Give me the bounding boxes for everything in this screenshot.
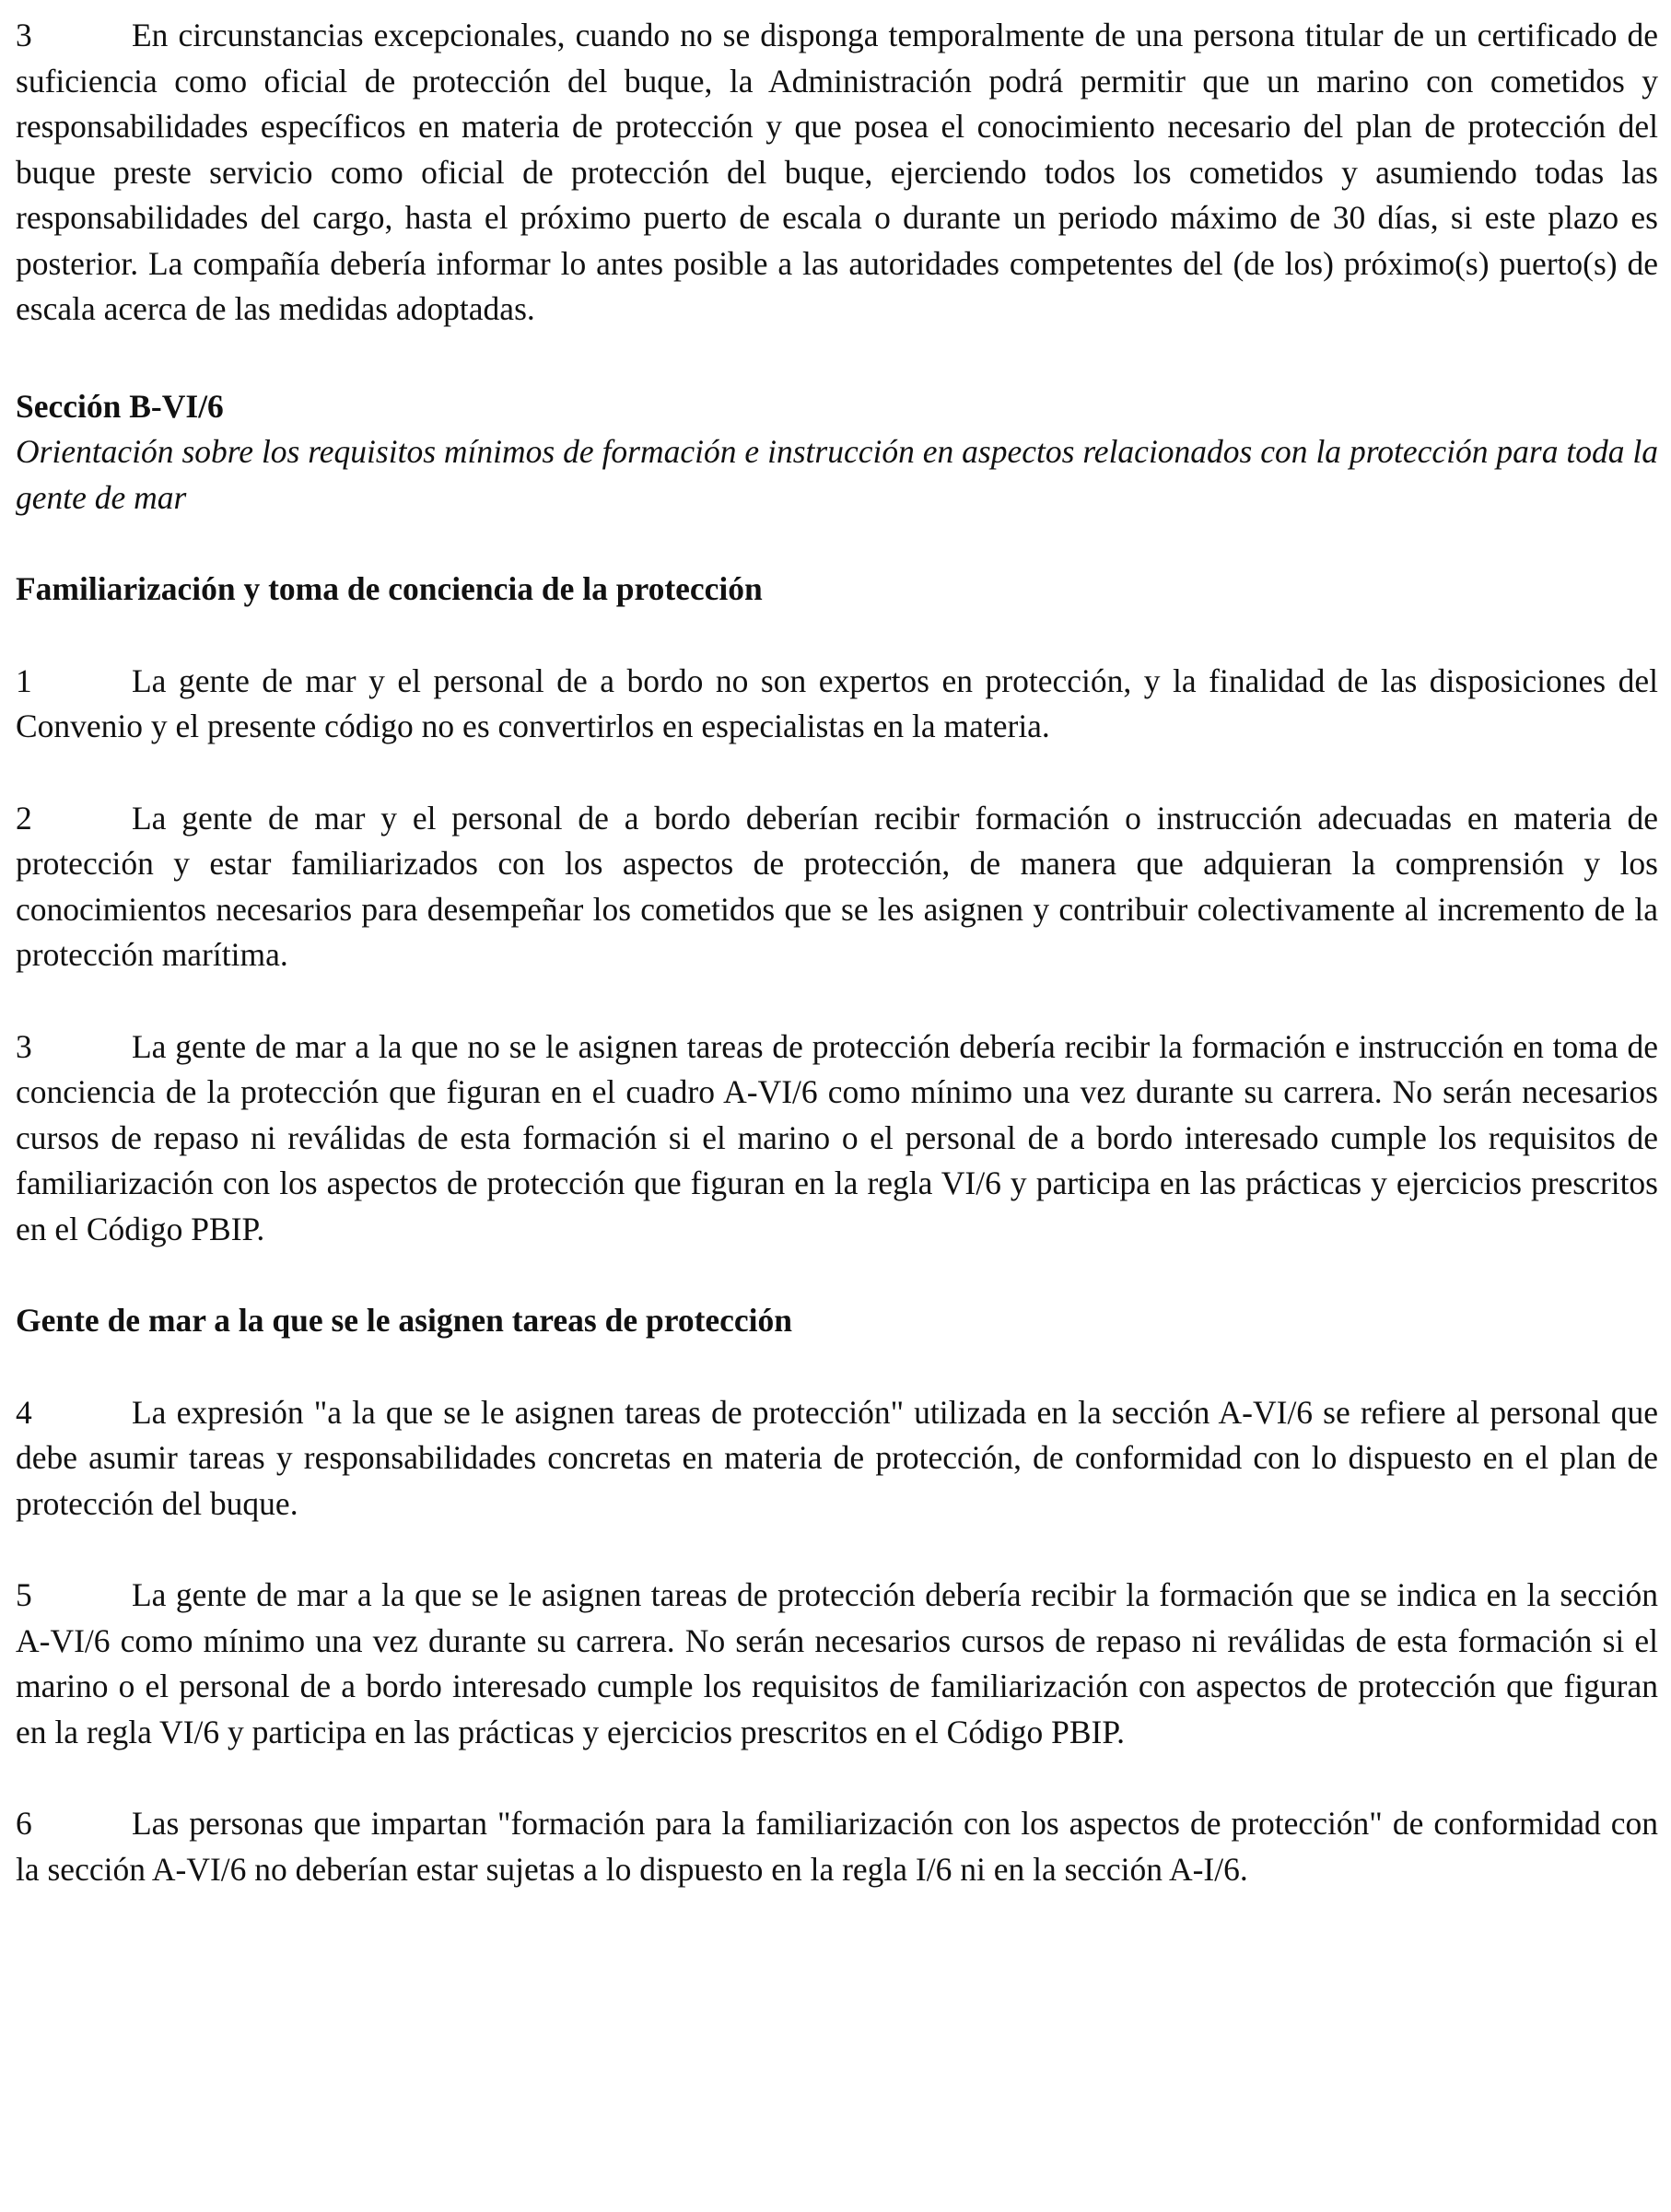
paragraph-text: En circunstancias excepcionales, cuando no se disponga temporalmente de una persona titular de un certificado de suficiencia como oficial de protección del buque, la Administración podrá permitir que un marino con cometidos y responsabilidades específicos en materia de protección y que posea el conocimiento necesario del plan de protección del buque preste servicio como oficial de protección del buque, ejerciendo todos los cometidos y asumiendo todas las responsabilidades del cargo, hasta el próximo puerto de escala o durante un periodo máximo de 30 días, si este plazo es posterior. La compañía debería informar lo antes posible a las autoridades competentes del (de los) próximo(s) puerto(s) de escala acerca de las medidas adoptadas. <box>16 17 1658 327</box>
paragraph-number: 3 <box>16 17 32 53</box>
paragraph-3-intro <box>16 13 1658 333</box>
paragraph-number: 2 <box>16 799 32 837</box>
paragraph-6 <box>16 1801 1658 1892</box>
paragraph-number: 6 <box>16 1805 32 1842</box>
paragraph-2 <box>16 796 1658 978</box>
paragraph-text: La gente de mar y el personal de a bordo no son expertos en protección, y la finalidad de las disposiciones del Convenio y el presente código no es convertirlos en especialistas en la materia. <box>16 661 1658 744</box>
paragraph-text: Las personas que impartan "formación para la familiarización con los aspectos de protección" de conformidad con la sección A-VI/6 no deberían estar sujetas a lo dispuesto en la regla I/6 ni en la sección A-I/6. <box>16 1805 1658 1888</box>
paragraph-text: La expresión "a la que se le asignen tareas de protección" utilizada en la sección A-VI/6 se refiere al personal que debe asumir tareas y responsabilidades concretas en materia de protección, de conformidad con lo dispuesto en el plan de protección del buque. <box>16 1393 1658 1522</box>
paragraph-text: La gente de mar a la que se le asignen tareas de protección debería recibir la formación que se indica en la sección A-VI/6 como mínimo una vez durante su carrera. No serán necesarios cursos de repaso ni reválidas de esta formación si el marino o el personal de a bordo interesado cumple los requisitos de familiarización con aspectos de protección que figuran en la regla VI/6 y participa en las prácticas y ejercicios prescritos en el Código PBIP. <box>16 1576 1658 1750</box>
paragraph-4 <box>16 1390 1658 1527</box>
assigned-duties-heading: Gente de mar a la que se le asignen tareas de protección <box>16 1302 793 1339</box>
paragraph-number: 4 <box>16 1393 32 1431</box>
paragraph-number: 3 <box>16 1027 32 1065</box>
paragraph-3 <box>16 1024 1658 1253</box>
paragraph-5 <box>16 1573 1658 1755</box>
paragraph-text: La gente de mar y el personal de a bordo deberían recibir formación o instrucción adecuadas en materia de protección y estar familiarizados con los aspectos de protección, de manera que adquieran la comprensión y los conocimientos necesarios para desempeñar los cometidos que se les asignen y contribuir colectivamente al incremento de la protección marítima. <box>16 799 1658 973</box>
paragraph-number: 1 <box>16 661 32 699</box>
paragraph-text: La gente de mar a la que no se le asignen tareas de protección debería recibir la formación e instrucción en toma de conciencia de la protección que figuran en el cuadro A-VI/6 como mínimo una vez durante su carrera. No serán necesarios cursos de repaso ni reválidas de esta formación si el marino o el personal de a bordo interesado cumple los requisitos de familiarización con los aspectos de protección que figuran en la regla VI/6 y participa en las prácticas y ejercicios prescritos en el Código PBIP. <box>16 1027 1658 1247</box>
paragraph-number: 5 <box>16 1576 32 1613</box>
section-title: Sección B-VI/6 <box>16 387 224 425</box>
section-subtitle: Orientación sobre los requisitos mínimos de formación e instrucción en aspectos relacionados con la protección para toda la gente de mar <box>16 433 1658 516</box>
paragraph-1 <box>16 659 1658 750</box>
familiarization-heading: Familiarización y toma de conciencia de la protección <box>16 570 763 607</box>
